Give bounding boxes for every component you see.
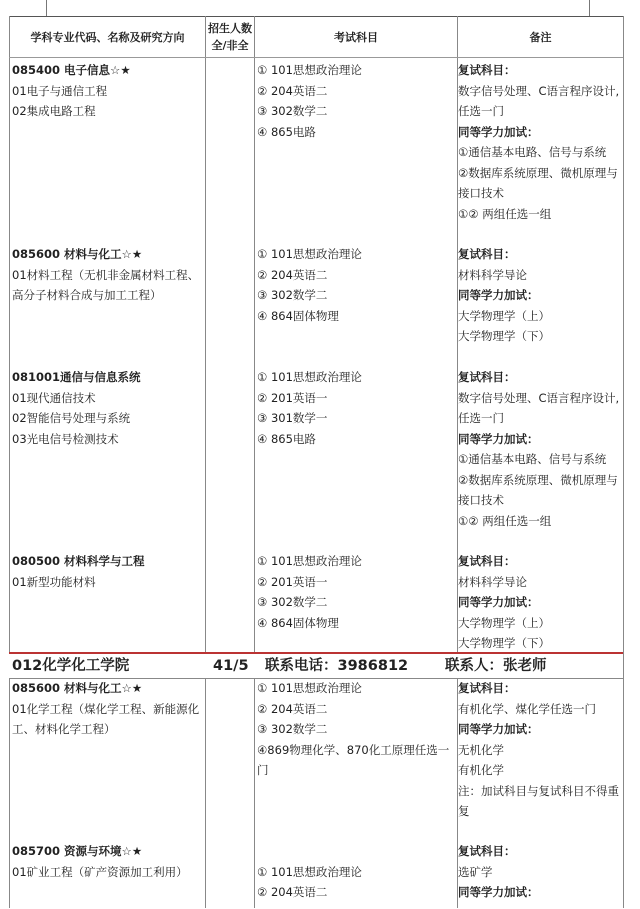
column-border: [9, 16, 10, 908]
exam-subject: ② 204英语二: [257, 83, 328, 98]
exam-subject: ④ 864固体物理: [257, 308, 339, 323]
major-cell: [12, 841, 188, 882]
exam-cell: [257, 244, 362, 326]
note-line: 接口技术: [458, 493, 504, 507]
note-line: 任选一门: [458, 411, 504, 425]
header-rule: [9, 57, 623, 58]
exam-subject: ① 101思想政治理论: [257, 681, 362, 695]
note-line: 数字信号处理、C语言程序设计,: [458, 83, 620, 98]
note-heading: 同等学力加试：: [458, 595, 539, 609]
exam-subject: ③ 301数学一: [257, 411, 328, 425]
top-divider: [589, 0, 590, 16]
college-row: [9, 652, 623, 679]
note-line: 复: [458, 804, 470, 818]
column-border: [623, 16, 624, 908]
research-direction: 01化学工程（煤化学工程、新能源化: [12, 701, 200, 716]
exam-subject: ① 101思想政治理论: [257, 63, 362, 77]
exam-subject: ① 101思想政治理论: [257, 864, 362, 879]
exam-subject: ③ 302数学二: [257, 288, 328, 302]
research-direction: 01新型功能材料: [12, 574, 96, 589]
note-heading: 复试科目：: [458, 844, 516, 858]
note-line: 有机化学、煤化学任选一门: [458, 701, 596, 716]
notes-cell: [458, 678, 619, 822]
exam-subject: ③ 302数学二: [257, 722, 328, 736]
note-line: ①通信基本电路、信号与系统: [458, 452, 607, 466]
exam-subject: ④ 865电路: [257, 124, 316, 139]
exam-subject: ② 201英语一: [257, 390, 328, 405]
note-line: 大学物理学（上）: [458, 308, 550, 323]
exam-subject: ② 204英语二: [257, 885, 328, 899]
notes-cell: [458, 841, 539, 903]
notes-cell: [458, 60, 619, 224]
exam-cell: [257, 551, 362, 633]
column-border: [205, 16, 206, 908]
note-line: ①② 两组任选一组: [458, 206, 552, 221]
note-line: 大学物理学（下）: [458, 636, 550, 650]
major-cell: [12, 244, 199, 306]
note-line: 任选一门: [458, 104, 504, 118]
top-divider: [46, 0, 47, 16]
research-direction: 01电子与通信工程: [12, 83, 108, 98]
note-heading: 同等学力加试：: [458, 885, 539, 899]
exam-cell: [257, 60, 362, 142]
note-line: 数字信号处理、C语言程序设计,: [458, 390, 620, 405]
note-line: 材料科学导论: [458, 574, 527, 589]
note-line: ①② 两组任选一组: [458, 513, 552, 528]
exam-subject: ④869物理化学、870化工原理任选一: [257, 742, 450, 757]
header-exam: 考试科目: [334, 30, 378, 44]
exam-subject: ④ 865电路: [257, 431, 316, 446]
exam-subject: ① 101思想政治理论: [257, 247, 362, 261]
note-heading: 同等学力加试：: [458, 124, 539, 139]
note-heading: 复试科目：: [458, 247, 516, 261]
major-code: 085400 电子信息☆★: [12, 63, 131, 77]
major-code: 081001通信与信息系统: [12, 370, 141, 384]
exam-cell: [257, 841, 362, 903]
note-heading: 同等学力加试：: [458, 431, 539, 446]
exam-subject: ① 101思想政治理论: [257, 370, 362, 384]
notes-cell: [458, 551, 550, 654]
exam-cell: [257, 678, 449, 781]
note-heading: 复试科目：: [458, 370, 516, 384]
column-border: [254, 16, 255, 908]
college-name: 012化学化工学院: [12, 658, 130, 674]
exam-subject: ② 201英语一: [257, 574, 328, 589]
research-direction: 02集成电路工程: [12, 104, 96, 118]
research-direction: 01矿业工程（矿产资源加工利用）: [12, 864, 188, 879]
college-quota: 41/5: [213, 658, 249, 674]
note-line: 接口技术: [458, 186, 504, 200]
note-heading: 同等学力加试：: [458, 288, 539, 302]
exam-subject: ③ 302数学二: [257, 104, 328, 118]
research-direction: 03光电信号检测技术: [12, 431, 119, 446]
note-line: 大学物理学（下）: [458, 329, 550, 343]
note-heading: 同等学力加试：: [458, 722, 539, 736]
college-contact: 联系人：张老师: [445, 658, 547, 674]
exam-subject: ② 204英语二: [257, 701, 328, 716]
notes-cell: [458, 244, 550, 347]
note-line: ②数据库系统原理、微机原理与: [458, 165, 618, 180]
major-code: 085600 材料与化工☆★: [12, 681, 143, 695]
exam-subject: ② 204英语二: [257, 267, 328, 282]
college-phone: 联系电话：3986812: [265, 658, 409, 674]
major-code: 080500 材料科学与工程: [12, 554, 145, 568]
note-line: 注：加试科目与复试科目不得重: [458, 783, 619, 798]
note-line: 有机化学: [458, 763, 504, 777]
exam-cell: [257, 367, 362, 449]
notes-cell: [458, 367, 619, 531]
header-major: 学科专业代码、名称及研究方向: [30, 30, 185, 44]
research-direction: 工、材料化学工程）: [12, 722, 116, 736]
major-cell: [12, 551, 145, 592]
research-direction: 01材料工程（无机非金属材料工程、: [12, 267, 200, 282]
major-cell: [12, 367, 141, 449]
note-heading: 复试科目：: [458, 554, 516, 568]
note-line: ①通信基本电路、信号与系统: [458, 145, 607, 159]
major-code: 085600 材料与化工☆★: [12, 247, 143, 261]
header-notes: 备注: [529, 30, 552, 44]
exam-subject: ③ 302数学二: [257, 595, 328, 609]
exam-subject: [257, 841, 362, 862]
exam-subject: ④ 864固体物理: [257, 615, 339, 630]
note-heading: 复试科目：: [458, 681, 516, 695]
exam-subject: 门: [257, 763, 269, 777]
note-line: 大学物理学（上）: [458, 615, 550, 630]
note-line: 材料科学导论: [458, 267, 527, 282]
exam-subject: ① 101思想政治理论: [257, 554, 362, 568]
research-direction: 01现代通信技术: [12, 390, 96, 405]
note-heading: 复试科目：: [458, 63, 516, 77]
major-cell: [12, 678, 199, 740]
research-direction: 高分子材料合成与加工工程）: [12, 288, 162, 302]
note-line: 无机化学: [458, 742, 504, 757]
major-cell: [12, 60, 131, 122]
header-quota: 招生人数 全/非全: [208, 22, 252, 52]
note-line: 选矿学: [458, 864, 493, 879]
note-line: ②数据库系统原理、微机原理与: [458, 472, 618, 487]
major-code: 085700 资源与环境☆★: [12, 844, 143, 858]
research-direction: 02智能信号处理与系统: [12, 411, 131, 425]
